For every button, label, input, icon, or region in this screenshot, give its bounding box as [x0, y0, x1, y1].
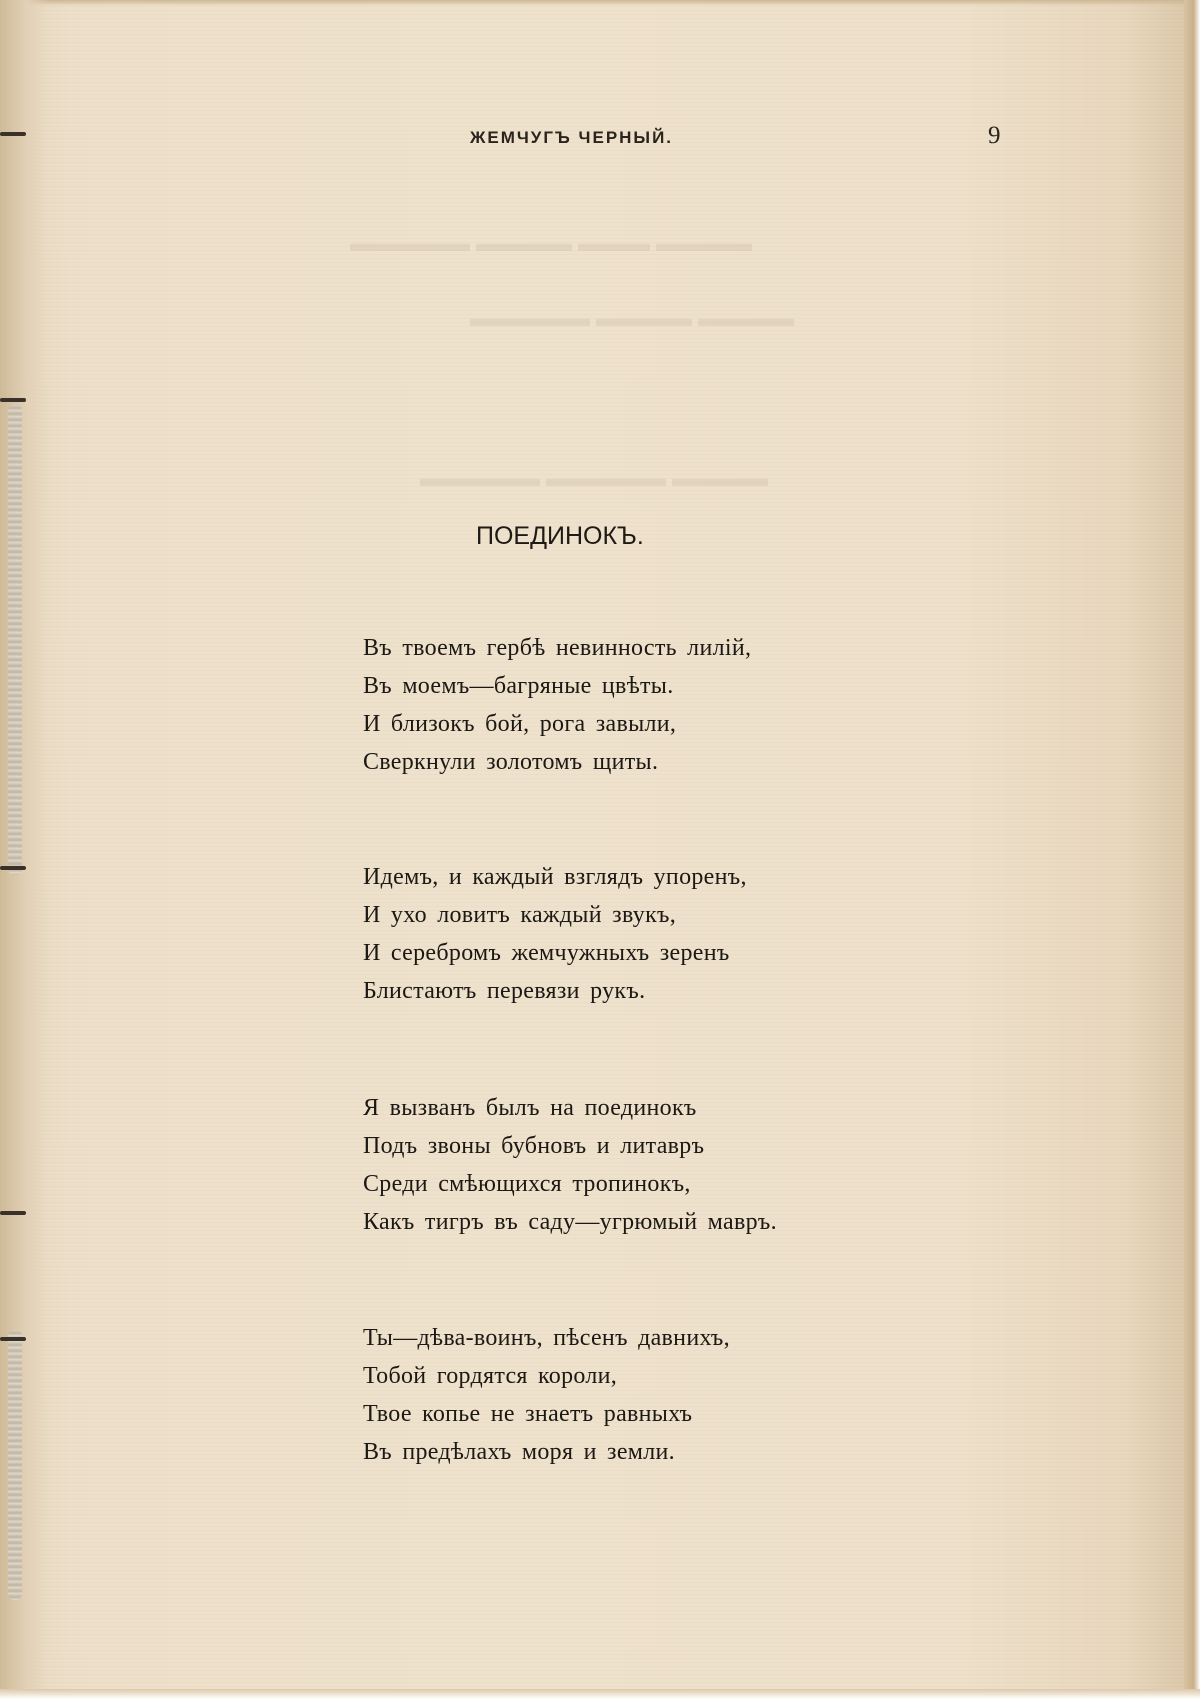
- show-through-text: ▬▬▬▬ ▬▬▬▬▬ ▬▬▬▬▬: [420, 466, 768, 492]
- poem-title: ПОЕДИНОКЪ.: [476, 522, 644, 550]
- poem-line: Въ твоемъ гербѣ невинность лилій,: [363, 635, 752, 661]
- poem-line: Ты—дѣва-воинъ, пѣсенъ давнихъ,: [363, 1325, 730, 1351]
- running-header-title: ЖЕМЧУГЪ ЧЕРНЫЙ.: [470, 128, 674, 147]
- binding-stitch: [0, 132, 26, 136]
- page-top-edge: [0, 0, 1200, 6]
- poem-line: Тобой гордятся короли,: [363, 1363, 618, 1389]
- show-through-text: ▬▬▬▬ ▬▬▬ ▬▬▬▬ ▬▬▬▬▬: [350, 231, 752, 257]
- stanza-1: [363, 629, 751, 781]
- page-number: 9: [988, 122, 1001, 149]
- poem-line: Среди смѣющихся тропинокъ,: [363, 1171, 691, 1197]
- binding-stitch: [0, 1211, 26, 1215]
- stanza-4: [363, 1319, 730, 1471]
- poem-line: Идемъ, и каждый взглядъ упоренъ,: [363, 864, 747, 890]
- poem-line: Твое копье не знаетъ равныхъ: [363, 1401, 693, 1427]
- poem-line: Подъ звоны бубновъ и литавръ: [363, 1133, 705, 1159]
- binding-stitch: [0, 398, 26, 402]
- binding-thread: [8, 405, 22, 875]
- binding-stitch: [0, 866, 26, 870]
- page-bottom-edge: [0, 1689, 1200, 1699]
- binding-thread-lower: [8, 1330, 22, 1600]
- poem-line: Въ моемъ—багряные цвѣты.: [363, 673, 674, 699]
- poem-line: И ухо ловитъ каждый звукъ,: [363, 902, 677, 928]
- poem-line: Въ предѣлахъ моря и земли.: [363, 1439, 675, 1465]
- page-right-edge: [1184, 0, 1200, 1699]
- poem-line: И близокъ бой, рога завыли,: [363, 711, 677, 737]
- poem-line: Сверкнули золотомъ щиты.: [363, 749, 659, 775]
- poem-line: Блистаютъ перевязи рукъ.: [363, 978, 646, 1004]
- stanza-3: [363, 1089, 777, 1241]
- poem-line: И серебромъ жемчужныхъ зеренъ: [363, 940, 730, 966]
- show-through-text: ▬▬▬▬ ▬▬▬▬ ▬▬▬▬▬: [470, 306, 794, 332]
- stanza-2: [363, 858, 747, 1010]
- binding-stitch: [0, 1337, 26, 1341]
- poem-line: Какъ тигръ въ саду—угрюмый мавръ.: [363, 1209, 777, 1235]
- poem-line: Я вызванъ былъ на поединокъ: [363, 1095, 697, 1121]
